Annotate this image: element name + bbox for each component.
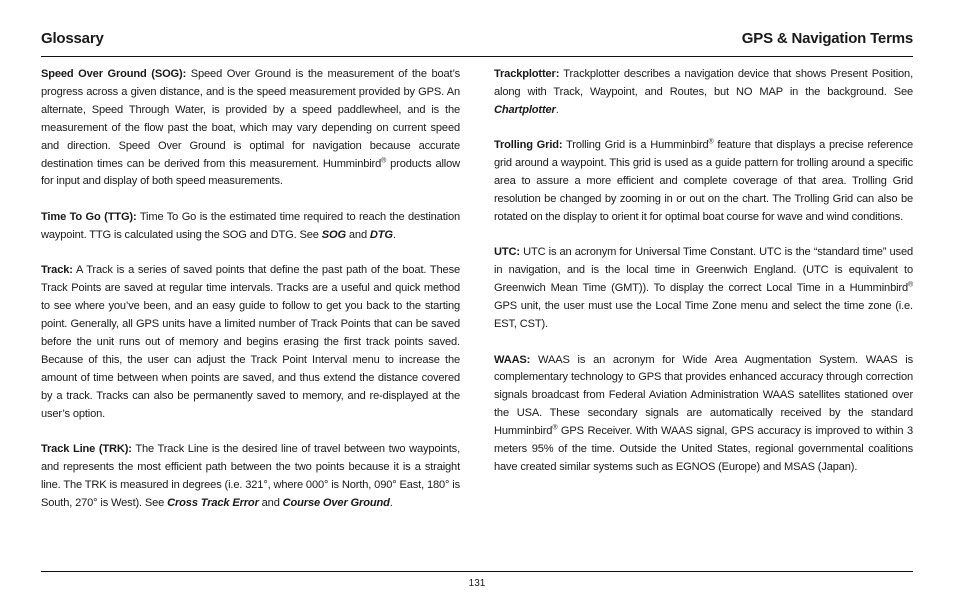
entry-text: Time To Go is the estimated time required to reach the destination waypoint. TTG is calculated using the SOG and DTG. See [41,210,460,241]
topic-title: GPS & Navigation Terms [741,30,913,47]
entry-text: GPS Receiver. With WAAS signal, GPS accuracy is improved to within 3 meters 95% of the time. Outside the United States, regional governmental coalitions have created similar systems such as EGNOS (Europe) and MSAS (Japan). [494,425,913,473]
glossary-entry-utc [494,244,913,334]
entry-term: Track Line (TRK): [41,443,132,456]
page-number: 131 [468,578,486,589]
entry-text: and [258,496,283,509]
page-header [41,30,913,57]
entry-term: Track: [41,264,73,277]
entry-text: . [555,103,559,116]
entry-term: Speed Over Ground (SOG): [41,68,187,80]
entry-text: A Track is a series of saved points that define the past path of the boat. These Track Points are saved at regular time intervals. Tracks are a useful and quick method to see where you’ve been, and an easy guide to follow to get you back to the starting point. Generally, all GPS units have a limited number of Track Points that can be saved before the unit runs out of memory and begins erasing the first track points saved. Because of this, the user can adjust the Track Point Interval menu to increase the amount of time between when points are saved, and thus extend the distance covered by a track. Tracks can also be permanently saved to memory, and re-displayed at the user’s option. [41,264,460,420]
registered-mark: ® [381,156,387,164]
section-title: Glossary [41,30,104,47]
left-column [41,66,460,530]
footer-divider [41,571,913,572]
entry-text: products allow for input and display of both speed measurements. [41,157,460,188]
entry-text: Trackplotter describes a navigation device that shows Present Position, along with Track, Waypoint, and Routes, but NO MAP in the background. See [494,68,913,98]
entry-text: Trolling Grid is a Humminbird [562,139,709,152]
glossary-entry-waas [494,352,913,477]
entry-text: UTC is an acronym for Universal Time Constant. UTC is the “standard time” used in navigation, and is the local time in Greenwich England. (UTC is equivalent to Greenwich Mean Time (GMT)). To display the correct Local Time in a Humminbird [494,246,913,295]
entry-text: GPS unit, the user must use the Local Time Zone menu and select the time zone (i.e. EST, CST). [494,300,913,331]
registered-mark: ® [552,424,558,432]
cross-reference-link[interactable]: Cross Track Error [167,496,259,509]
registered-mark: ® [907,281,913,289]
registered-mark: ® [708,138,714,146]
entry-text: . [389,496,393,509]
glossary-entry-sog [41,66,460,191]
entry-text: feature that displays a precise reference grid around a waypoint. This grid is used as a guide pattern for trolling around a specific area to assure a more efficient and complete coverage of that area. Trolling Grid resolution be changed by zooming in or out on the chart. The Trolling Grid can also be rotated on the display to orient it for optimal boat course for wave and wind conditions. [494,139,913,223]
entry-term: Time To Go (TTG): [41,210,137,223]
entry-text: The Track Line is the desired line of travel between two waypoints, and represents the most efficient path between the two points because it is a straight line. The TRK is measured in degrees (i.e. 321°, where 000° is North, 090° East, 180° is South, 270° is West). See [41,443,460,509]
entry-term: Trolling Grid: [494,139,563,152]
entry-text: and [345,228,370,241]
cross-reference-link[interactable]: SOG [321,228,346,241]
cross-reference-link[interactable]: Course Over Ground [282,496,390,509]
cross-reference-link[interactable]: DTG [369,228,393,241]
glossary-entry-trolling-grid [494,137,913,227]
entry-text: WAAS is an acronym for Wide Area Augmentation System. WAAS is complementary technology to GPS that provides enhanced accuracy through correction signals broadcast from Federal Aviation Administration WAAS satellites stationed over the USA. These secondary signals are automatically received by the standard Humminbird [494,353,913,438]
entry-term: UTC: [494,246,520,259]
cross-reference-link[interactable]: Chartplotter [494,103,556,116]
glossary-entry-trackplotter [494,66,913,120]
right-column [494,66,913,495]
entry-term: WAAS: [494,353,531,366]
glossary-entry-track [41,262,460,423]
entry-term: Trackplotter: [494,68,560,80]
entry-text: Speed Over Ground is the measurement of the boat’s progress across a given distance, and is the speed measurement provided by GPS. An alternate, Speed Through Water, is provided by a speed paddlewheel, and is the measurement of the flow past the boat, which may vary depending on current speed and direction. Speed Over Ground is optimal for navigation because accurate destination times can be derived from this measurement. Humminbird [41,68,460,170]
glossary-entry-ttg [41,209,460,245]
entry-text: . [392,228,396,241]
glossary-entry-trk [41,441,460,513]
